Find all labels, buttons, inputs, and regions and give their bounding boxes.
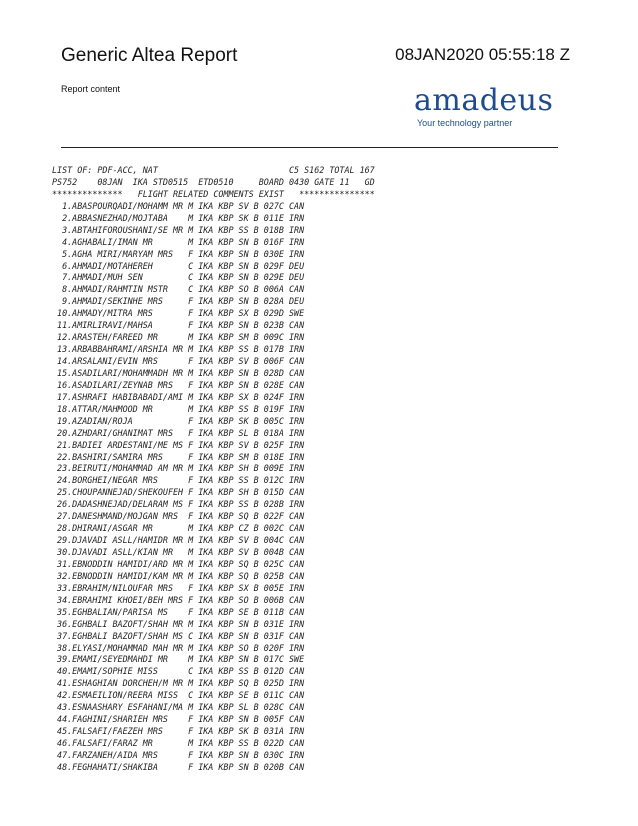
passenger-row: 20.AZHDARI/GHANIMAT MRS F IKA KBP SL B 018A IRN — [52, 427, 305, 438]
passenger-row: 9.AHMADI/SEKINHE MRS F IKA KBP SN B 028A DEU — [52, 296, 305, 307]
passenger-row: 23.BEIRUTI/MOHAMMAD AM MR M IKA KBP SH B 009E IRN — [52, 463, 305, 474]
passenger-row: 4.AGHABALI/IMAN MR M IKA KBP SN B 016F IRN — [52, 236, 305, 247]
passenger-row: 31.EBNODDIN HAMIDI/ARD MR M IKA KBP SQ B 025C CAN — [52, 558, 305, 569]
report-header-line: PS752 08JAN IKA STD0515 ETD0510 BOARD 0430 GATE 11 GD — [52, 176, 375, 187]
passenger-row: 40.EMAMI/SOPHIE MISS C IKA KBP SS B 012D CAN — [52, 666, 305, 677]
report-title: Generic Altea Report — [61, 45, 238, 66]
passenger-row: 43.ESNAASHARY ESFAHANI/MA M IKA KBP SL B 028C CAN — [52, 702, 305, 713]
passenger-row: 13.ARBABBAHRAMI/ARSHIA MR M IKA KBP SS B 017B IRN — [52, 344, 305, 355]
passenger-row: 1.ABASPOURQADI/MOHAMM MR M IKA KBP SV B 027C CAN — [52, 200, 305, 211]
passenger-row: 39.EMAMI/SEYEDMAHDI MR M IKA KBP SN B 017C SWE — [52, 654, 305, 665]
passenger-row: 24.BORGHEI/NEGAR MRS F IKA KBP SS B 012C IRN — [52, 475, 305, 486]
passenger-row: 34.EBRAHIMI KHOEI/BEH MRS F IKA KBP SO B 006B CAN — [52, 594, 305, 605]
passenger-row: 10.AHMADY/MITRA MRS F IKA KBP SX B 029D SWE — [52, 308, 305, 319]
passenger-row: 38.ELYASI/MOHAMMAD MAH MR M IKA KBP SO B 020F IRN — [52, 642, 305, 653]
passenger-row: 25.CHOUPANNEJAD/SHEKOUFEH F IKA KBP SH B 015D CAN — [52, 487, 305, 498]
passenger-row: 48.FEGHAHATI/SHAKIBA F IKA KBP SN B 020B CAN — [52, 761, 305, 772]
passenger-row: 5.AGHA MIRI/MARYAM MRS F IKA KBP SN B 030E IRN — [52, 248, 305, 259]
report-header-line: LIST OF: PDF-ACC, NAT C5 S162 TOTAL 167 — [52, 165, 375, 175]
passenger-row: 19.AZADIAN/ROJA F IKA KBP SK B 005C IRN — [52, 415, 305, 426]
logo-wordmark: amadeus — [414, 83, 554, 118]
passenger-row: 35.EGHBALIAN/PARISA MS F IKA KBP SE B 011B CAN — [52, 606, 305, 617]
report-timestamp: 08JAN2020 05:55:18 Z — [395, 45, 570, 64]
passenger-row: 36.EGHBALI BAZOFT/SHAH MR M IKA KBP SN B 031E IRN — [52, 618, 305, 629]
passenger-row: 41.ESHAGHIAN DORCHEH/M MR M IKA KBP SQ B 025D IRN — [52, 678, 305, 689]
passenger-row: 7.AHMADI/MUH SEN C IKA KBP SN B 029E DEU — [52, 272, 305, 283]
passenger-row: 11.AMIRLIRAVI/MAHSA F IKA KBP SN B 023B CAN — [52, 320, 305, 331]
passenger-row: 27.DANESHMAND/MOJGAN MRS F IKA KBP SQ B 022F CAN — [52, 511, 305, 522]
report-subtitle: Report content — [61, 84, 121, 94]
passenger-row: 46.FALSAFI/FARAZ MR M IKA KBP SS B 022D CAN — [52, 738, 305, 748]
passenger-row: 32.EBNODDIN HAMIDI/KAM MR M IKA KBP SQ B 025B CAN — [52, 570, 305, 581]
passenger-row: 6.AHMADI/MOTAHEREH C IKA KBP SN B 029F DEU — [52, 260, 305, 271]
passenger-row: 14.ARSALANI/EVIN MRS F IKA KBP SV B 006F CAN — [52, 356, 305, 366]
passenger-row: 22.BASHIRI/SAMIRA MRS F IKA KBP SM B 018E IRN — [52, 451, 305, 462]
passenger-row: 30.DJAVADI ASLL/KIAN MR M IKA KBP SV B 004B CAN — [52, 547, 305, 557]
passenger-row: 26.DADASHNEJAD/DELARAM MS F IKA KBP SS B 028B IRN — [52, 499, 305, 510]
header-divider — [61, 147, 558, 148]
amadeus-logo — [414, 83, 554, 128]
passenger-list — [52, 165, 375, 774]
passenger-row: 18.ATTAR/MAHMOOD MR M IKA KBP SS B 019F IRN — [52, 403, 305, 414]
passenger-row: 8.AHMADI/RAHMTIN MSTR C IKA KBP SO B 006A CAN — [52, 284, 305, 295]
passenger-row: 3.ABTAHIFOROUSHANI/SE MR M IKA KBP SS B 018B IRN — [52, 224, 305, 235]
passenger-row: 21.BADIEI ARDESTANI/ME MS F IKA KBP SV B 025F IRN — [52, 439, 305, 450]
passenger-row: 37.EGHBALI BAZOFT/SHAH MS C IKA KBP SN B 031F CAN — [52, 630, 305, 641]
passenger-row: 47.FARZANEH/AIDA MRS F IKA KBP SN B 030C IRN — [52, 749, 305, 760]
passenger-row: 45.FALSAFI/FAEZEH MRS F IKA KBP SK B 031A IRN — [52, 726, 305, 737]
report-header-line: ************** FLIGHT RELATED COMMENTS EXIST *************** — [52, 188, 375, 199]
passenger-row: 28.DHIRANI/ASGAR MR M IKA KBP CZ B 002C CAN — [52, 523, 305, 534]
logo-tagline: Your technology partner — [417, 118, 513, 128]
passenger-row: 42.ESMAEILION/REERA MISS C IKA KBP SE B 011C CAN — [52, 690, 305, 701]
passenger-row: 2.ABBASNEZHAD/MOJTABA M IKA KBP SK B 011E IRN — [52, 212, 305, 223]
passenger-row: 16.ASADILARI/ZEYNAB MRS F IKA KBP SN B 028E CAN — [52, 379, 305, 390]
passenger-row: 15.ASADILARI/MOHAMMADH MR M IKA KBP SN B 028D CAN — [52, 367, 305, 378]
passenger-row: 29.DJAVADI ASLL/HAMIDR MR M IKA KBP SV B 004C CAN — [52, 535, 305, 546]
passenger-row: 44.FAGHINI/SHARIEH MRS F IKA KBP SN B 005F CAN — [52, 714, 305, 725]
passenger-row: 12.ARASTEH/FAREED MR M IKA KBP SM B 009C IRN — [52, 332, 305, 343]
passenger-row: 33.EBRAHIM/NILOUFAR MRS F IKA KBP SX B 005E IRN — [52, 582, 305, 593]
passenger-row: 17.ASHRAFI HABIBABADI/AMI M IKA KBP SX B 024F IRN — [52, 391, 305, 402]
